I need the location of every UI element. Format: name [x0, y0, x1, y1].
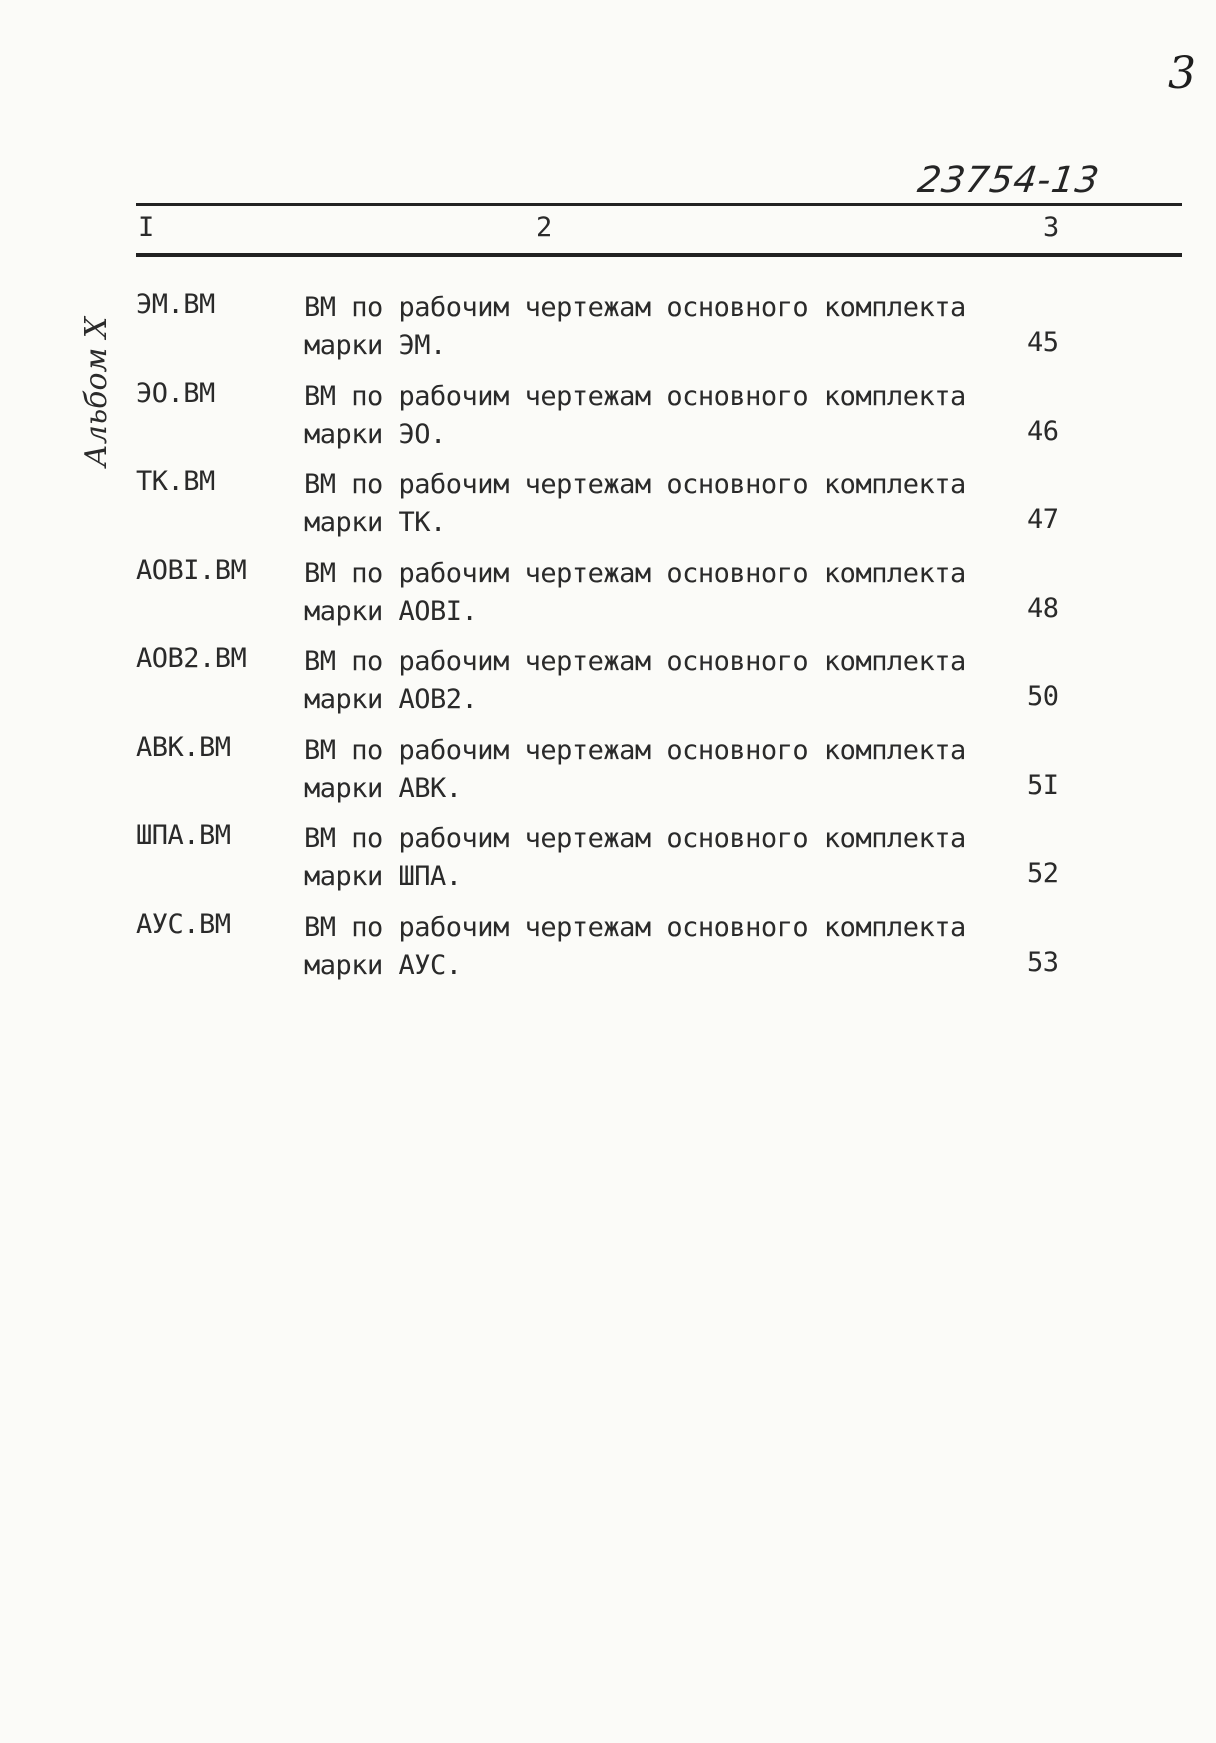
row-page: 46: [1027, 415, 1059, 447]
row-code: АУС.ВМ: [136, 908, 231, 940]
table-row: [0, 374, 1216, 463]
column-header-2: 2: [536, 212, 553, 243]
row-description-line2: марки АОВI.: [304, 595, 478, 627]
row-description-line1: ВМ по рабочим чертежам основного комплекта: [304, 646, 966, 677]
row-description-line2: марки ТК.: [304, 507, 446, 538]
row-description: [304, 643, 966, 719]
row-code: ШПА.ВМ: [136, 820, 231, 851]
row-page: 47: [1027, 504, 1059, 535]
row-description: [304, 555, 966, 631]
row-page: 48: [1027, 592, 1059, 624]
row-code: ЭО.ВМ: [136, 377, 215, 409]
row-description-line1: ВМ по рабочим чертежам основного комплекта: [304, 469, 966, 500]
row-description-line1: ВМ по рабочим чертежам основного комплекта: [304, 734, 966, 766]
row-description-line1: ВМ по рабочим чертежам основного комплекта: [304, 557, 966, 589]
row-page: 50: [1027, 681, 1059, 712]
row-description-line1: ВМ по рабочим чертежам основного комплекта: [304, 823, 966, 854]
row-description-line1: ВМ по рабочим чертежам основного комплекта: [304, 292, 966, 323]
row-code: АОВ2.ВМ: [136, 643, 247, 674]
table-row: [0, 551, 1216, 640]
row-code: ЭМ.ВМ: [136, 289, 215, 320]
column-header-1: I: [138, 212, 155, 243]
row-description-line2: марки АВК.: [304, 772, 462, 804]
row-page: 45: [1027, 327, 1059, 358]
row-description: [304, 466, 966, 542]
album-side-label: Альбом X: [79, 316, 114, 467]
row-description: [304, 378, 966, 454]
row-description-line2: марки ШПА.: [304, 861, 462, 892]
table-row: [0, 905, 1216, 994]
row-description-line2: марки АУС.: [304, 949, 462, 981]
table-header-rule: [136, 253, 1182, 257]
row-description: [304, 732, 966, 808]
table-body: [0, 285, 1216, 993]
row-description: [304, 820, 966, 896]
row-description-line2: марки ЭО.: [304, 418, 446, 450]
row-description-line2: марки ЭМ.: [304, 330, 446, 361]
row-page: 5I: [1027, 769, 1059, 801]
row-page: 53: [1027, 946, 1059, 978]
table-row: [0, 728, 1216, 817]
table-row: [0, 816, 1216, 905]
row-page: 52: [1027, 858, 1059, 889]
column-header-3: 3: [1043, 212, 1060, 243]
table-row: [0, 462, 1216, 551]
row-description-line1: ВМ по рабочим чертежам основного комплекта: [304, 911, 966, 943]
table-row: [0, 285, 1216, 374]
row-code: ТК.ВМ: [136, 466, 215, 497]
row-description-line1: ВМ по рабочим чертежам основного комплекта: [304, 380, 966, 412]
row-description-line2: марки АОВ2.: [304, 684, 478, 715]
row-code: АОВI.ВМ: [136, 554, 247, 586]
page-number: 3: [1168, 48, 1196, 99]
table-top-rule: [136, 203, 1182, 206]
document-number: 23754-13: [915, 160, 1103, 201]
row-code: АВК.ВМ: [136, 731, 231, 763]
table-row: [0, 639, 1216, 728]
row-description: [304, 909, 966, 985]
row-description: [304, 289, 966, 365]
